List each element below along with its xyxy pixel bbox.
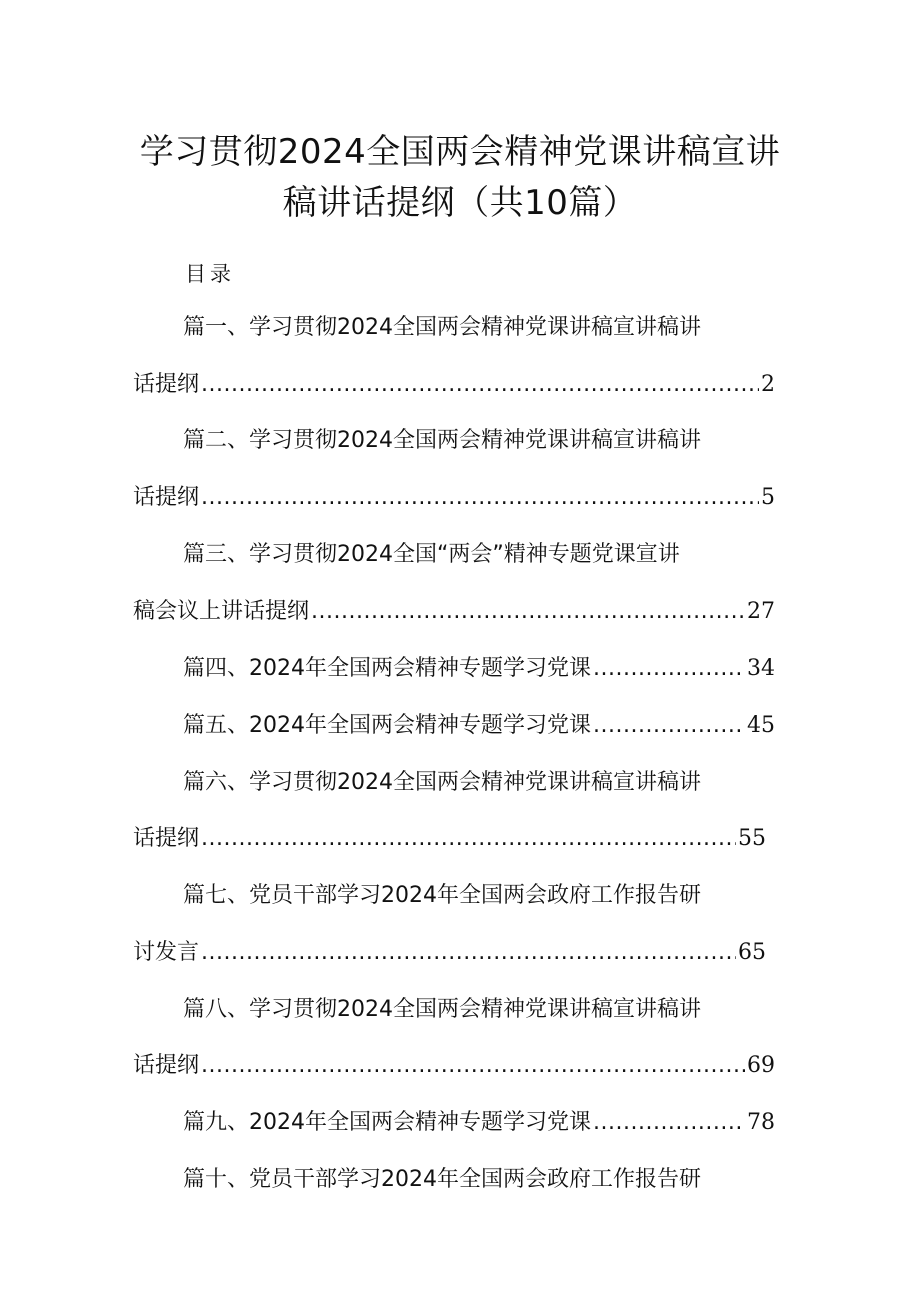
toc-entry-9-page: 78 — [747, 1110, 775, 1135]
toc-entry-3-leader — [311, 597, 745, 627]
document-title-line-2: 稿讲话提纲（共10篇） — [282, 183, 638, 223]
toc-heading: 目录 — [185, 262, 235, 286]
document-title-line-1: 学习贯彻2024全国两会精神党课讲稿宣讲 — [139, 132, 781, 172]
toc-entry-4-leader — [593, 654, 745, 684]
toc-entry-7-page: 65 — [738, 940, 766, 965]
toc-entry-7-text: 讨发言 — [133, 940, 200, 965]
toc-entry-6-continuation[interactable] — [133, 824, 766, 854]
toc-entry-4[interactable] — [183, 654, 775, 684]
toc-entry-5-leader — [593, 711, 745, 741]
toc-entry-8-page: 69 — [747, 1053, 775, 1078]
toc-entry-8-first-line[interactable]: 篇八、学习贯彻2024全国两会精神党课讲稿宣讲稿讲 — [183, 997, 701, 1022]
toc-entry-6-first-line[interactable]: 篇六、学习贯彻2024全国两会精神党课讲稿宣讲稿讲 — [183, 770, 701, 795]
toc-entry-9-text: 篇九、2024年全国两会精神专题学习党课 — [183, 1110, 591, 1135]
toc-entry-8-continuation[interactable] — [133, 1051, 775, 1081]
toc-entry-3-continuation[interactable] — [133, 597, 775, 627]
toc-entry-1-first-line[interactable]: 篇一、学习贯彻2024全国两会精神党课讲稿宣讲稿讲 — [183, 315, 701, 340]
toc-entry-9-leader — [593, 1108, 745, 1138]
toc-entry-1-text: 话提纲 — [133, 372, 200, 397]
toc-entry-7-leader — [201, 938, 736, 968]
toc-entry-8-leader — [201, 1051, 745, 1081]
toc-entry-2-page: 5 — [761, 485, 775, 510]
toc-entry-1-page: 2 — [761, 372, 775, 397]
toc-entry-5[interactable] — [183, 711, 775, 741]
toc-entry-5-page: 45 — [747, 713, 775, 738]
toc-entry-9[interactable] — [183, 1108, 775, 1138]
toc-entry-2-leader — [201, 483, 759, 513]
toc-entry-3-first-line[interactable]: 篇三、学习贯彻2024全国“两会”精神专题党课宣讲 — [183, 542, 680, 567]
toc-entry-7-first-line[interactable]: 篇七、党员干部学习2024年全国两会政府工作报告研 — [183, 883, 701, 908]
toc-entry-1-continuation[interactable] — [133, 370, 775, 400]
toc-entry-2-continuation[interactable] — [133, 483, 775, 513]
toc-entry-5-text: 篇五、2024年全国两会精神专题学习党课 — [183, 713, 591, 738]
toc-entry-3-text: 稿会议上讲话提纲 — [133, 599, 310, 624]
toc-entry-2-first-line[interactable]: 篇二、学习贯彻2024全国两会精神党课讲稿宣讲稿讲 — [183, 428, 701, 453]
toc-entry-6-leader — [201, 824, 736, 854]
toc-entry-2-text: 话提纲 — [133, 485, 200, 510]
toc-entry-3-page: 27 — [747, 599, 775, 624]
toc-entry-7-continuation[interactable] — [133, 938, 766, 968]
toc-entry-1-leader — [201, 370, 759, 400]
toc-entry-4-page: 34 — [747, 656, 775, 681]
toc-entry-6-page: 55 — [738, 826, 766, 851]
toc-entry-8-text: 话提纲 — [133, 1053, 200, 1078]
toc-entry-10-first-line[interactable]: 篇十、党员干部学习2024年全国两会政府工作报告研 — [183, 1167, 701, 1192]
toc-entry-6-text: 话提纲 — [133, 826, 200, 851]
toc-entry-4-text: 篇四、2024年全国两会精神专题学习党课 — [183, 656, 591, 681]
